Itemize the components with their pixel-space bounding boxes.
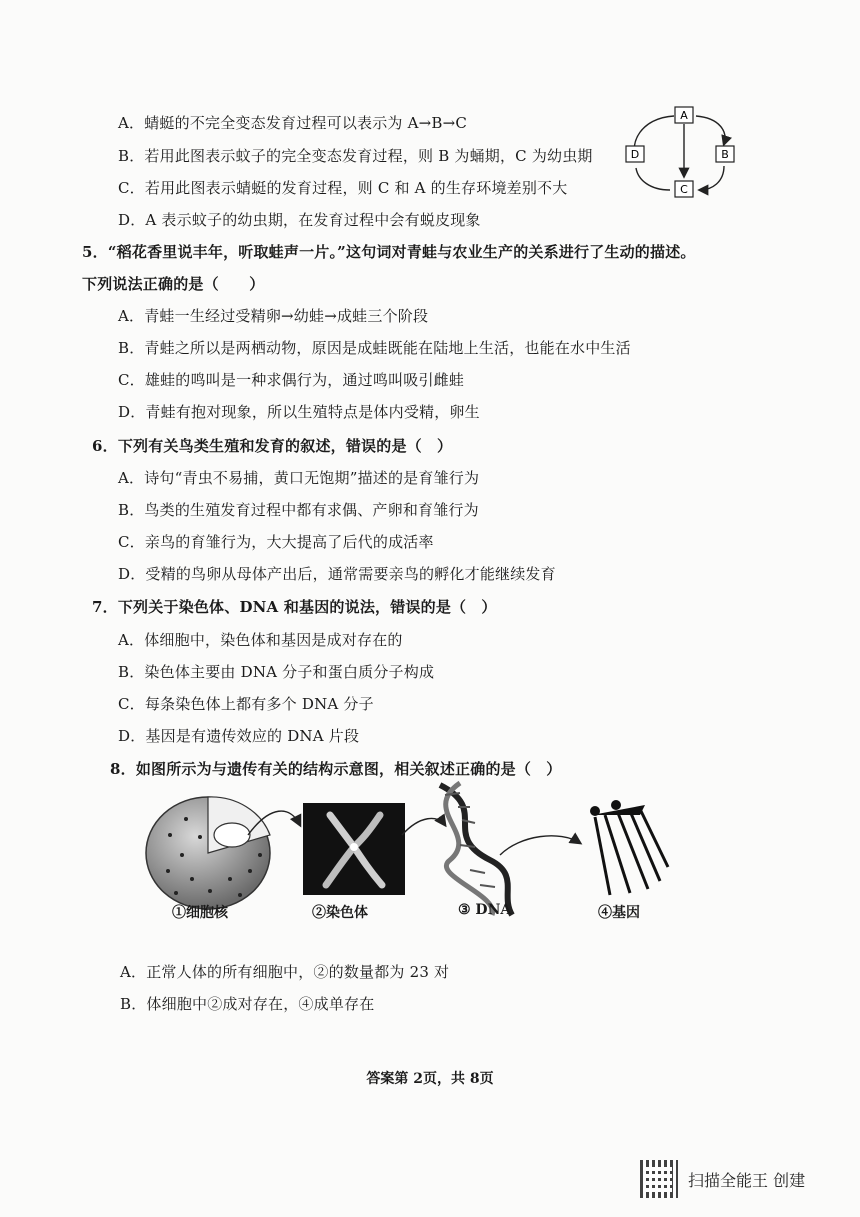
q6-option-d: D．受精的鸟卵从母体产出后，通常需要亲鸟的孵化才能继续发育: [118, 565, 556, 583]
arrow-b-to-c: [700, 166, 724, 190]
caption-dna: ③ DNA: [458, 902, 512, 918]
q5-stem: 5．“稻花香里说丰年，听取蛙声一片。”这句词对青蛙与农业生产的关系进行了生动的描述。: [82, 243, 696, 261]
q7-stem: 7．下列关于染色体、DNA 和基因的说法，错误的是（ ）: [92, 598, 497, 616]
stage-c-label: C: [680, 183, 688, 196]
scanner-watermark-text: 扫描全能王 创建: [688, 1171, 806, 1190]
development-cycle-diagram: [620, 104, 750, 204]
qr-code-icon: [640, 1160, 678, 1198]
q8-option-b: B．体细胞中②成对存在，④成单存在: [120, 995, 375, 1013]
q6-option-c: C．亲鸟的育雏行为，大大提高了后代的成活率: [118, 533, 434, 551]
q4-option-b: B．若用此图表示蚊子的完全变态发育过程，则 B 为蛹期，C 为幼虫期: [118, 147, 593, 165]
stage-d-label: D: [630, 148, 640, 161]
dna-helix-illustration: [440, 783, 512, 915]
q6-option-b: B．鸟类的生殖发育过程中都有求偶、产卵和育雏行为: [118, 501, 479, 519]
gene-segment-illustration: [590, 800, 668, 895]
q5-option-d: D．青蛙有抱对现象，所以生殖特点是体内受精，卵生: [118, 403, 480, 421]
caption-nucleus: ①细胞核: [172, 905, 228, 921]
caption-chromosome: ②染色体: [312, 905, 368, 921]
q4-option-a: A．蜻蜓的不完全变态发育过程可以表示为 A→B→C: [118, 114, 468, 132]
q4-option-d: D．A 表示蚊子的幼虫期，在发育过程中会有蜕皮现象: [118, 211, 481, 229]
chromosome-illustration: [303, 803, 405, 895]
q7-option-b: B．染色体主要由 DNA 分子和蛋白质分子构成: [118, 663, 435, 681]
caption-gene: ④基因: [598, 905, 640, 921]
q8-stem: 8．如图所示为与遗传有关的结构示意图，相关叙述正确的是（ ）: [110, 760, 562, 778]
arrow-c-to-d: [636, 168, 670, 190]
q7-option-c: C．每条染色体上都有多个 DNA 分子: [118, 695, 374, 713]
arrow-a-to-b: [696, 116, 725, 144]
scanner-watermark: [640, 1160, 850, 1200]
q7-option-a: A．体细胞中，染色体和基因是成对存在的: [118, 631, 403, 649]
q6-stem: 6．下列有关鸟类生殖和发育的叙述，错误的是（ ）: [92, 437, 453, 455]
q5-option-b: B．青蛙之所以是两栖动物，原因是成蛙既能在陆地上生活，也能在水中生活: [118, 339, 631, 357]
arrow-dna-to-gene: [500, 836, 580, 855]
q5-option-a: A．青蛙一生经过受精卵→幼蛙→成蛙三个阶段: [118, 307, 429, 325]
q4-option-c: C．若用此图表示蜻蜓的发育过程，则 C 和 A 的生存环境差别不大: [118, 179, 568, 197]
stage-a-label: A: [680, 109, 688, 122]
arrow-chromosome-to-dna: [402, 818, 445, 835]
page-footer: 答案第 2页，共 8页: [366, 1071, 494, 1087]
stage-b-label: B: [721, 148, 729, 161]
q8-option-a: A．正常人体的所有细胞中，②的数量都为 23 对: [120, 963, 450, 981]
q6-option-a: A．诗句“青虫不易捕，黄口无饱期”描述的是育雏行为: [118, 469, 480, 487]
q5-stem-continued: 下列说法正确的是（ ）: [82, 275, 265, 293]
q5-option-c: C．雄蛙的鸣叫是一种求偶行为，通过鸣叫吸引雌蛙: [118, 371, 465, 389]
q7-option-d: D．基因是有遗传效应的 DNA 片段: [118, 727, 360, 745]
cell-nucleus-illustration: [146, 797, 270, 909]
